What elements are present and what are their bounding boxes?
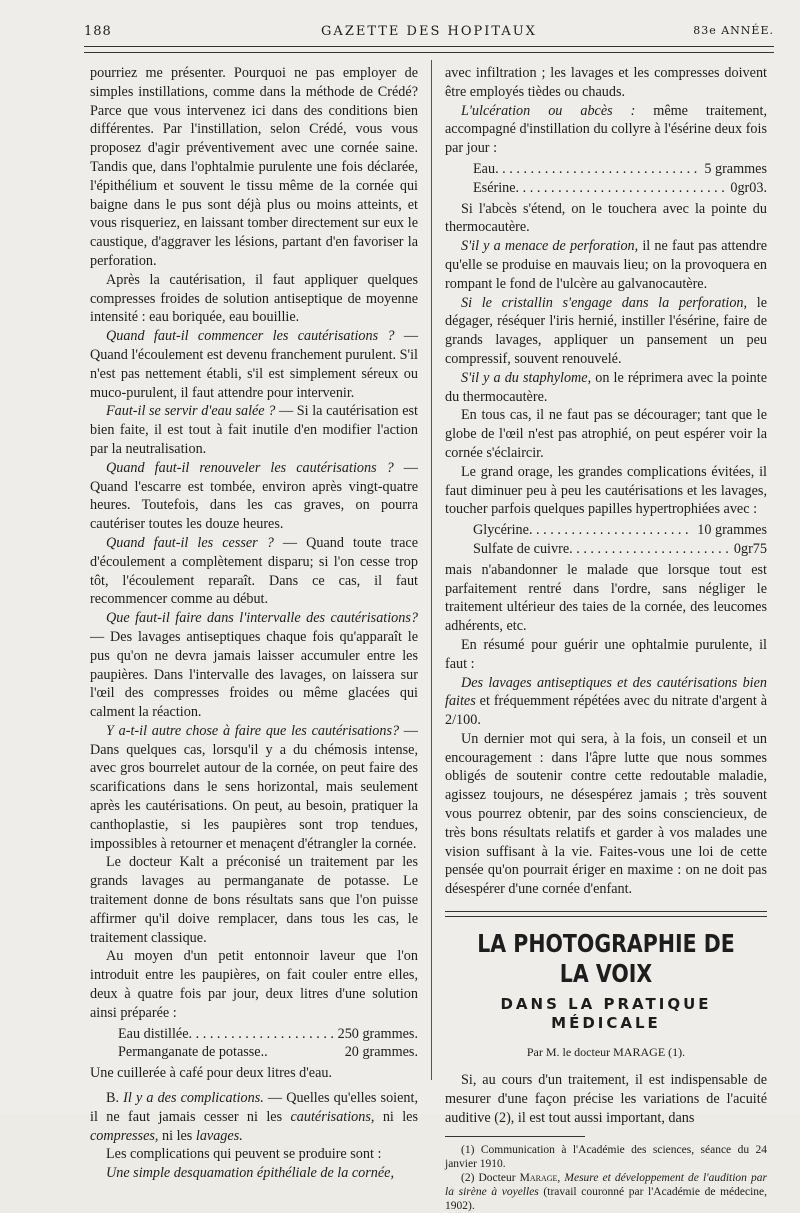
article-title: LA PHOTOGRAPHIE DE LA VOIX — [477, 929, 735, 989]
paragraph: L'ulcération ou abcès : même traitement, accompagné d'instillation du collyre à l'ésérine deux fois par jour : — [445, 102, 767, 157]
journal-title: GAZETTE DES HOPITAUX — [321, 24, 537, 39]
recipe-row: Glycérine . . . 10 grammes — [445, 521, 767, 540]
recipe-row: Eau . . . 5 grammes — [445, 160, 767, 179]
paragraph: En résumé pour guérir une ophtalmie purulente, il faut : — [445, 636, 767, 672]
recipe-row: Eau distillée . . . 250 grammes. — [90, 1025, 418, 1044]
section-rule — [445, 911, 767, 917]
paragraph: mais n'abandonner le malade que lorsque tout est parfaitement rentré dans l'ordre, sans négliger le traitement ultérieur des taies de la cornée, des leucomes adhérents, etc. — [445, 561, 767, 635]
paragraph: Que faut-il faire dans l'intervalle des cautérisations? — Des lavages antiseptiques chaque fois qu'apparaît le pus qu'on ne devra jamais laisser accumuler entre les paupières. Dans l'intervalle des lavages, on laissera sur l'œil des compresses froides ou même glacées qui calment la réaction. — [90, 610, 418, 721]
paragraph: Une simple desquamation épithéliale de la cornée, — [106, 1165, 395, 1182]
header-rule — [84, 46, 774, 53]
paragraph: Au moyen d'un petit entonnoir laveur que l'on introduit entre les paupières, on fait couler entre elles, deux à quatre fois par jour, deux litres d'une solution ainsi préparée : — [90, 948, 418, 1021]
recipe-list — [445, 521, 767, 559]
paragraph: Le docteur Kalt a préconisé un traitement par les grands lavages au permanganate de potasse. Le traitement donne de bons résultats sans que l'on puisse affirmer qu'il doive remplacer, dans tous les cas, le traitement classique. — [90, 854, 418, 946]
paragraph: Quand faut-il commencer les cautérisations ? — Quand l'écoulement est devenu franchement purulent. S'il n'est pas nettement établi, s'il est simplement séreux ou muco-purulent, il faut attendre pour intervenir. — [90, 328, 418, 401]
article-author: Par M. le docteur MARAGE (1). — [526, 1044, 686, 1059]
paragraph: Les complications qui peuvent se produire sont : — [106, 1146, 382, 1163]
recipe-list — [90, 1025, 418, 1063]
left-column — [90, 64, 418, 1183]
right-column — [445, 64, 767, 1213]
paragraph: S'il y a du staphylome, on le réprimera avec la pointe du thermocautère. — [445, 369, 767, 405]
paragraph: Après la cautérisation, il faut appliquer quelques compresses froides de solution antiseptique de moyenne intensité : eau boriquée, eau bouillie. — [90, 271, 418, 326]
paragraph: S'il y a menace de perforation, il ne faut pas attendre qu'elle se produise en mauvais lieu; on la provoquera en rompant le fond de l'ulcère au galvanocautère. — [445, 238, 767, 292]
recipe-list — [445, 160, 767, 198]
column-divider — [431, 60, 432, 1080]
paragraph: avec infiltration ; les lavages et les compresses doivent être employés tièdes ou chauds. — [445, 65, 767, 100]
recipe-row: Permanganate de potasse.. 20 grammes. — [118, 1044, 418, 1061]
recipe-row: Esérine . . . 0gr03. — [445, 179, 767, 198]
paragraph: Une cuillerée à café pour deux litres d'eau. — [90, 1065, 333, 1082]
paragraph: Quand faut-il les cesser ? — Quand toute trace d'écoulement a complètement disparu; si l'on cesse trop tôt, l'écoulement reparaît. Dans ce cas, il faut recommencer comme au début. — [90, 534, 419, 608]
paragraph: B. Il y a des complications. — Quelles qu'elles soient, il ne faut jamais cesser ni les cautérisations, ni les compresses, ni les lavages. — [90, 1090, 418, 1144]
page-header — [84, 24, 774, 44]
paragraph: Y a-t-il autre chose à faire que les cautérisations? — Dans quelques cas, lorsqu'il y a du chémosis intense, avec gros bourrelet autour de la cornée, on peut faire des scarifications dans le sens horizontal, mais seulement après les cautérisations. On peut, au besoin, pratiquer la canthoplastie, si les paupières sont trop tendues, impossibles à retourner et menaçent d'étrangler la cornée. — [90, 722, 418, 852]
paragraph: Si le cristallin s'engage dans la perforation, le dégager, réséquer l'iris hernié, instiller l'ésérine, faire de grands lavages, appliquer un pansement un peu compressif, souvent renouvelé. — [445, 294, 767, 367]
footnote: (2) Docteur Marage, Mesure et développement de l'audition par la sirène à voyelles (travail couronné par l'Académie de médecine, 1902). — [445, 1171, 767, 1212]
article-subtitle: DANS LA PRATIQUE MÉDICALE — [500, 995, 712, 1032]
paragraph: Si l'abcès s'étend, on le touchera avec la pointe du thermocautère. — [445, 200, 767, 236]
paragraph: pourriez me présenter. Pourquoi ne pas employer de simples instillations, comme dans la méthode de Crédé? Parce que vous intervenez ici dans des conditions bien différentes. Par l'instillation, selon Crédé, vous vous proposez d'agir préventivement avec une cornée saine. Tandis que, dans l'ophtalmie purulente une fois déclarée, l'épithélium et souvent le tissu même de la cornée qui baigne dans le pus sont déjà plus ou moins atteints, et vous risqueriez, en laissant tomber directement sur eux le caustique, d'aggraver les lésions, partant d'en favoriser la perforation. — [90, 65, 418, 269]
footnote: (1) Communication à l'Académie des sciences, séance du 24 janvier 1910. — [445, 1143, 767, 1170]
page-number: 188 — [84, 24, 112, 39]
paragraph: Le grand orage, les grandes complications évitées, il faut diminuer peu à peu les cautérisations et les lavages, toucher parfois quelques papilles hypertrophiées avec : — [445, 463, 767, 518]
paragraph: Si, au cours d'un traitement, il est indispensable de mesurer d'une façon précise les variations de l'acuité auditive (2), il est tout aussi important, dans — [445, 1072, 767, 1127]
footnote-rule — [445, 1136, 585, 1137]
recipe-row: Sulfate de cuivre . . . 0gr75 — [445, 540, 767, 559]
paragraph: Faut-il se servir d'eau salée ? — Si la cautérisation est bien faite, il est tout à fait inutile d'en modifier l'action par la neutralisation. — [90, 403, 418, 457]
paragraph: Des lavages antiseptiques et des cautérisations bien faites et fréquemment répétées avec du nitrate d'argent à 2/100. — [445, 674, 767, 729]
paragraph: En tous cas, il ne faut pas se décourager; tant que le globe de l'œil n'est pas atrophié, on peut espérer voir la cornée s'éclaircir. — [445, 407, 767, 461]
paragraph: Quand faut-il renouveler les cautérisations ? — Quand l'escarre est tombée, environ après vingt-quatre heures. Toutefois, dans les cas graves, on pourra cautériser toutes les douze heures. — [90, 459, 418, 533]
paragraph: Un dernier mot qui sera, à la fois, un conseil et un encouragement : dans l'âpre lutte que nous sommes obligés de soutenir contre cette redoutable maladie, agissez toujours, ne désespérez jamais ; très souvent vous pourrez obtenir, par des soins consciencieux, de très bons résultats relatifs et garder à vos malades une vision suffisant à la vie. Faites-vous une loi de cette pensée qu'on pourrait ériger en maxime : on ne doit pas désespérer d'une cornée d'enfant. — [445, 730, 767, 898]
journal-year: 83e ANNÉE. — [693, 24, 774, 37]
